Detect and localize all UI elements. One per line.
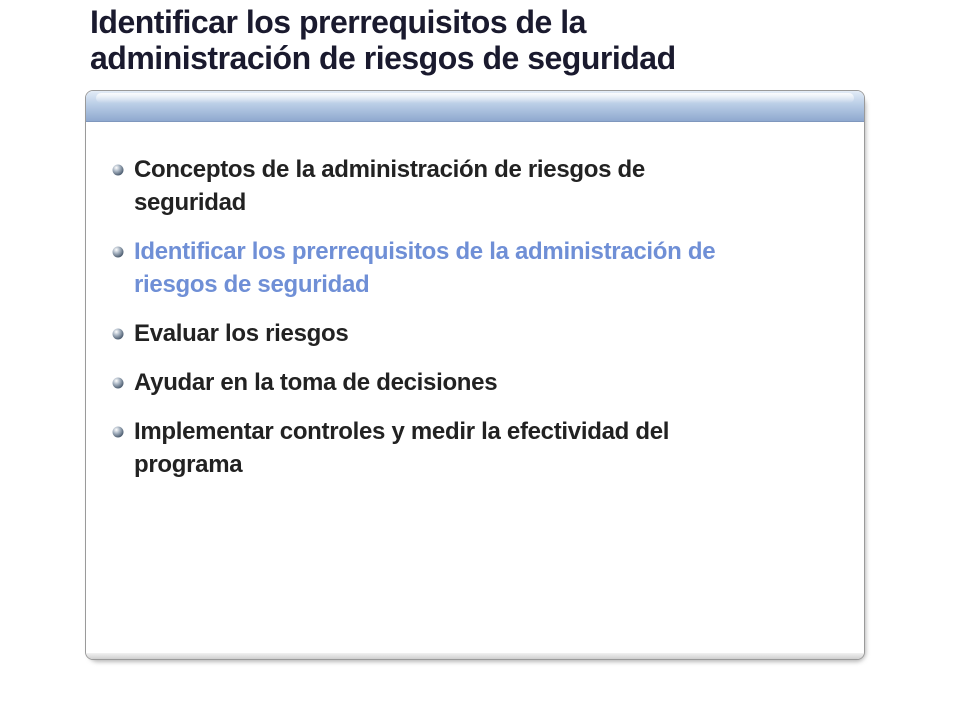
slide-title-line-1: Identificar los prerrequisitos de la	[90, 4, 586, 40]
sphere-bullet-icon	[112, 328, 124, 340]
bullet-text-line-1: Conceptos de la administración de riesgos de	[134, 156, 645, 183]
slide-title	[90, 4, 930, 76]
bullet-text-line-1: Evaluar los riesgos	[134, 320, 349, 347]
bullet-text-line-2: riesgos de seguridad	[134, 271, 370, 298]
bullet-item-prerequisites	[112, 235, 812, 301]
panel-header-shine	[96, 93, 854, 103]
bullet-text-line-2: seguridad	[134, 189, 246, 216]
bullet-text-line-2: programa	[134, 451, 243, 478]
bullet-item-concepts	[112, 153, 812, 219]
panel-footer-edge	[86, 653, 864, 659]
sphere-bullet-icon	[112, 164, 124, 176]
bullet-list	[112, 153, 812, 497]
slide-title-line-2: administración de riesgos de seguridad	[90, 40, 676, 76]
bullet-item-decision-support	[112, 366, 812, 399]
bullet-item-implement-controls	[112, 415, 812, 481]
sphere-bullet-icon	[112, 426, 124, 438]
bullet-text-line-1: Identificar los prerrequisitos de la administración de	[134, 238, 716, 265]
bullet-text-line-1: Ayudar en la toma de decisiones	[134, 369, 498, 396]
bullet-item-evaluate-risks	[112, 317, 812, 350]
bullet-text-line-1: Implementar controles y medir la efectividad del	[134, 418, 670, 445]
sphere-bullet-icon	[112, 246, 124, 258]
panel-header-bar	[86, 91, 864, 122]
content-panel	[85, 90, 865, 660]
sphere-bullet-icon	[112, 377, 124, 389]
